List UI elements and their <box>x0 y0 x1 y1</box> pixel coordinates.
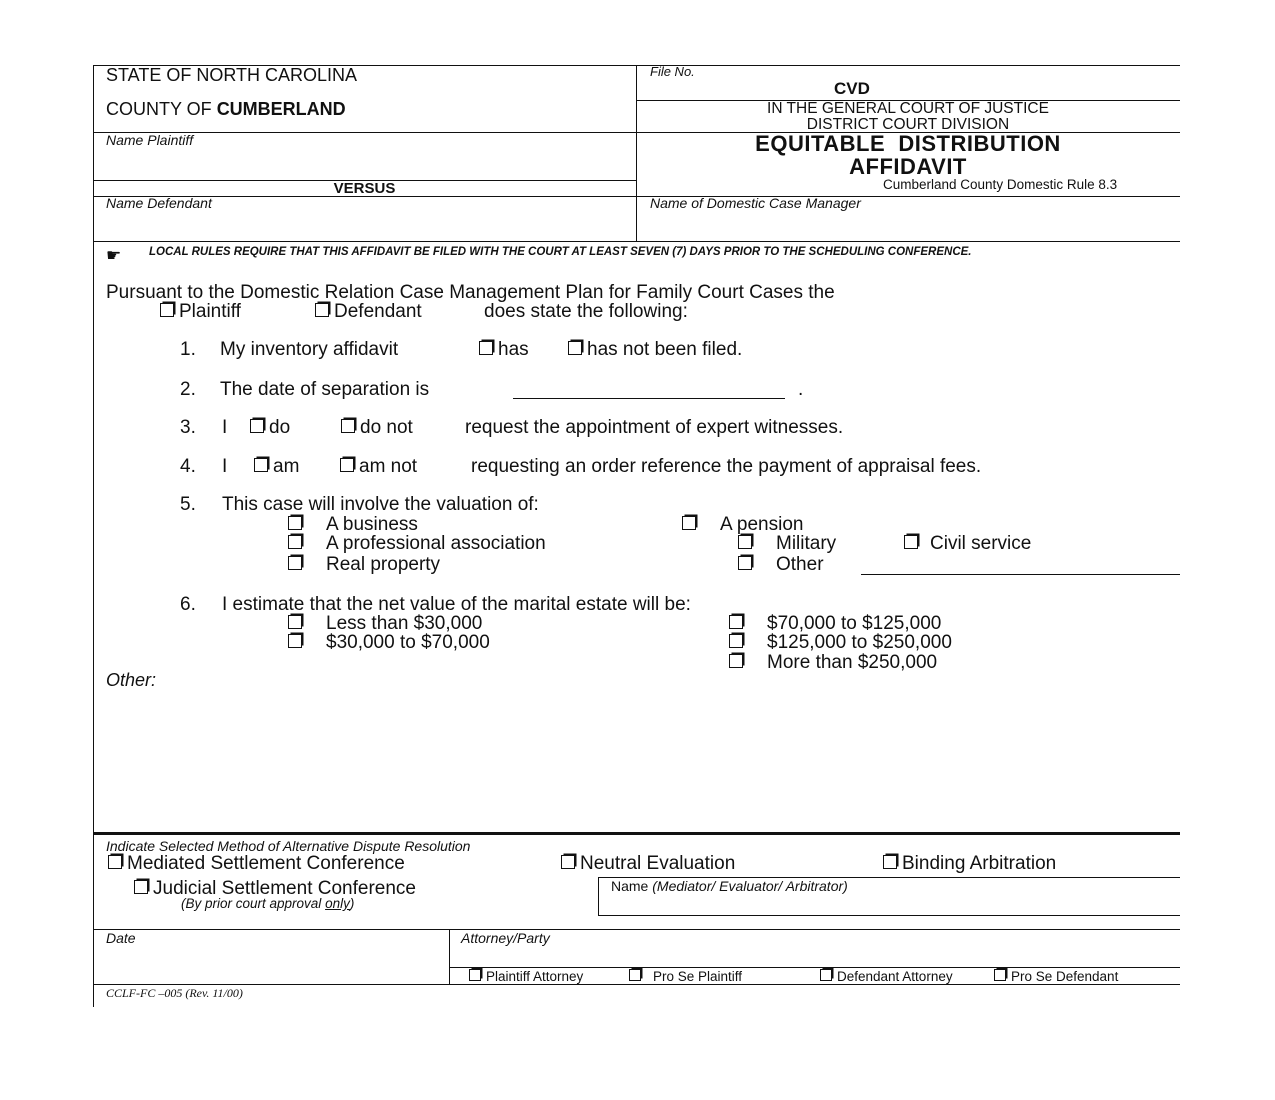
intro-line: Pursuant to the Domestic Relation Case Management Plan for Family Court Cases the <box>106 282 835 303</box>
item-3-tail: request the appointment of expert witnesses. <box>465 417 844 438</box>
title-line-1: EQUITABLE DISTRIBUTION <box>755 131 1061 156</box>
file-no-label: File No. <box>650 64 695 79</box>
date-label: Date <box>106 930 136 946</box>
item-1-number: 1. <box>180 339 196 360</box>
inventory-has-checkbox[interactable]: has <box>479 339 529 361</box>
checkbox-icon <box>994 969 1006 981</box>
item-4-tail: requesting an order reference the payment of appraisal fees. <box>471 456 982 477</box>
adr-name-label: Name (Mediator/ Evaluator/ Arbitrator) <box>611 878 848 894</box>
checkbox-icon <box>561 855 575 869</box>
county-label <box>106 99 346 120</box>
defendant-attorney-checkbox[interactable]: Defendant Attorney <box>820 969 953 984</box>
checkbox-icon <box>315 303 329 317</box>
mediated-settlement-checkbox[interactable]: Mediated Settlement Conference <box>108 853 405 875</box>
value-less-30k-checkbox[interactable]: Less than $30,000 <box>288 613 482 635</box>
value-30k-70k-checkbox[interactable]: $30,000 to $70,000 <box>288 632 490 654</box>
checkbox-icon <box>729 634 743 648</box>
neutral-evaluation-checkbox[interactable]: Neutral Evaluation <box>561 853 735 875</box>
pension-checkbox[interactable]: A pension <box>682 514 803 536</box>
intro-tail: does state the following: <box>484 301 688 322</box>
court-line-2: DISTRICT COURT DIVISION <box>806 116 1010 133</box>
county-prefix: COUNTY OF <box>106 99 212 119</box>
county-name: CUMBERLAND <box>216 99 346 119</box>
checkbox-icon <box>469 969 481 981</box>
judicial-note: (By prior court approval only) <box>181 896 355 911</box>
item-6-text: I estimate that the net value of the marital estate will be: <box>222 594 691 615</box>
case-manager-label: Name of Domestic Case Manager <box>650 195 861 211</box>
checkbox-icon <box>479 341 493 355</box>
item-2-end: . <box>798 379 804 400</box>
checkbox-icon <box>254 458 268 472</box>
filing-notice: LOCAL RULES REQUIRE THAT THIS AFFIDAVIT BE FILED WITH THE COURT AT LEAST SEVEN (7) DAYS PRIOR TO THE SCHEDULING CONFERENCE. <box>149 246 972 258</box>
military-checkbox[interactable]: Military <box>738 533 836 555</box>
professional-association-checkbox[interactable]: A professional association <box>288 533 546 555</box>
real-property-checkbox[interactable]: Real property <box>288 554 440 576</box>
plaintiff-checkbox[interactable]: Plaintiff <box>160 301 241 323</box>
form-title <box>636 132 1180 178</box>
pro-se-plaintiff-checkbox[interactable]: Pro Se Plaintiff <box>629 969 742 984</box>
item-2-number: 2. <box>180 379 196 400</box>
item-6-number: 6. <box>180 594 196 615</box>
date-field[interactable] <box>100 948 440 978</box>
item-3-lead: I <box>222 417 228 438</box>
checkbox-icon <box>568 341 582 355</box>
pro-se-defendant-checkbox[interactable]: Pro Se Defendant <box>994 969 1118 984</box>
file-no-value[interactable]: CVD <box>834 79 870 98</box>
experts-do-checkbox[interactable]: do <box>250 417 290 439</box>
business-checkbox[interactable]: A business <box>288 514 418 536</box>
other-text-area[interactable] <box>106 695 1166 825</box>
adr-name-field[interactable] <box>600 895 1175 913</box>
value-over-250k-checkbox[interactable]: More than $250,000 <box>729 652 937 674</box>
item-5-number: 5. <box>180 494 196 515</box>
checkbox-icon <box>288 535 302 549</box>
checkbox-icon <box>160 303 174 317</box>
item-2-text: The date of separation is <box>220 379 430 400</box>
attorney-party-field[interactable] <box>455 946 1175 964</box>
other-pension-checkbox[interactable]: Other <box>738 554 824 576</box>
checkbox-icon <box>288 516 302 530</box>
item-1-text: My inventory affidavit <box>220 339 399 360</box>
experts-do-not-checkbox[interactable]: do not <box>341 417 413 439</box>
checkbox-icon <box>250 419 264 433</box>
item-4-lead: I <box>222 456 228 477</box>
checkbox-icon <box>288 615 302 629</box>
civil-service-checkbox[interactable]: Civil service <box>904 533 1031 555</box>
plaintiff-attorney-checkbox[interactable]: Plaintiff Attorney <box>469 969 583 984</box>
value-70k-125k-checkbox[interactable]: $70,000 to $125,000 <box>729 613 941 635</box>
checkbox-icon <box>729 654 743 668</box>
name-defendant-label: Name Defendant <box>106 195 212 211</box>
checkbox-icon <box>904 535 918 549</box>
separation-date-field[interactable] <box>513 398 785 399</box>
title-line-2: AFFIDAVIT <box>849 154 967 179</box>
checkbox-icon <box>340 458 354 472</box>
fees-am-not-checkbox[interactable]: am not <box>340 456 417 478</box>
checkbox-icon <box>883 855 897 869</box>
item-5-text: This case will involve the valuation of: <box>222 494 539 515</box>
fees-am-checkbox[interactable]: am <box>254 456 299 478</box>
court-heading <box>636 101 1180 133</box>
defendant-checkbox[interactable]: Defendant <box>315 301 422 323</box>
form-code: CCLF-FC –005 (Rev. 11/00) <box>106 986 243 1000</box>
versus-label: VERSUS <box>333 180 396 197</box>
checkbox-icon <box>341 419 355 433</box>
other-pension-field[interactable] <box>861 574 1180 575</box>
name-plaintiff-label: Name Plaintiff <box>106 132 194 148</box>
checkbox-icon <box>108 855 122 869</box>
judicial-settlement-checkbox[interactable]: Judicial Settlement Conference <box>134 878 416 900</box>
state-label: STATE OF NORTH CAROLINA <box>106 65 358 85</box>
checkbox-icon <box>288 556 302 570</box>
adr-label: Indicate Selected Method of Alternative Dispute Resolution <box>106 838 471 854</box>
checkbox-icon <box>820 969 832 981</box>
checkbox-icon <box>682 516 696 530</box>
binding-arbitration-checkbox[interactable]: Binding Arbitration <box>883 853 1056 875</box>
value-125k-250k-checkbox[interactable]: $125,000 to $250,000 <box>729 632 952 654</box>
item-4-number: 4. <box>180 456 196 477</box>
checkbox-icon <box>629 969 641 981</box>
item-3-number: 3. <box>180 417 196 438</box>
checkbox-icon <box>738 556 752 570</box>
checkbox-icon <box>729 615 743 629</box>
inventory-has-not-checkbox[interactable]: has not been filed. <box>568 339 742 361</box>
checkbox-icon <box>738 535 752 549</box>
rule-reference: Cumberland County Domestic Rule 8.3 <box>883 177 1118 192</box>
checkbox-icon <box>288 634 302 648</box>
other-label: Other: <box>106 670 157 690</box>
pointing-hand-icon: ☛ <box>106 246 122 265</box>
court-line-1: IN THE GENERAL COURT OF JUSTICE <box>767 100 1049 117</box>
checkbox-icon <box>134 880 148 894</box>
attorney-party-label: Attorney/Party <box>461 930 550 946</box>
